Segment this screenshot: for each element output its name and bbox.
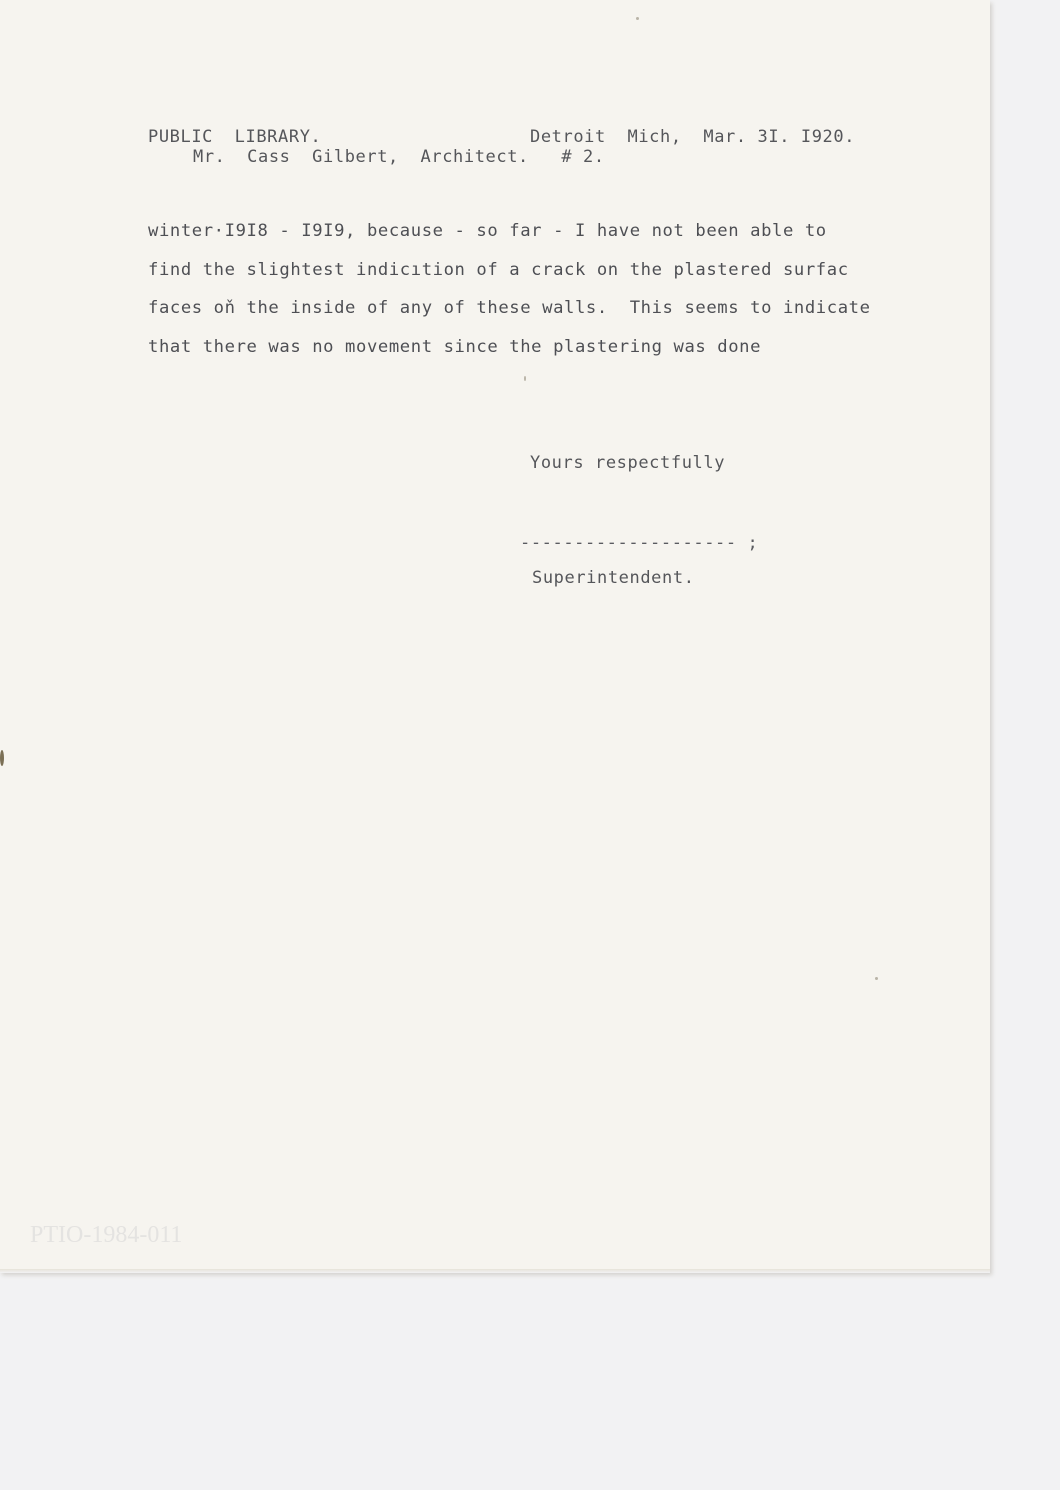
header-addressee: Mr. Cass Gilbert, Architect. # 2. [193,147,605,167]
body-line-4: that there was no movement since the plastering was done [148,337,762,357]
body-line-2: find the slightest indicıtion of a crack on the plastered surfac [148,260,849,280]
closing-salutation: Yours respectfully [530,453,726,473]
paper-mark [875,977,878,980]
header-place-date: Detroit Mich, Mar. 3I. I920. [530,127,856,147]
body-line-3: faces oň the inside of any of these walls. This seems to indicate [148,298,871,318]
body-line-1: winter·I9I8 - I9I9, because - so far - I have not been able to [148,221,827,241]
paper-mark [0,750,4,766]
sheet-bottom-edge [0,1269,990,1273]
archive-stamp: PTIO-1984-011 [30,1222,183,1248]
header-library: PUBLIC LIBRARY. [148,127,322,147]
paper-mark [636,17,639,20]
signature-line: -------------------- ; [520,533,759,553]
paper-mark [524,376,526,381]
signatory-title: Superintendent. [532,568,695,588]
